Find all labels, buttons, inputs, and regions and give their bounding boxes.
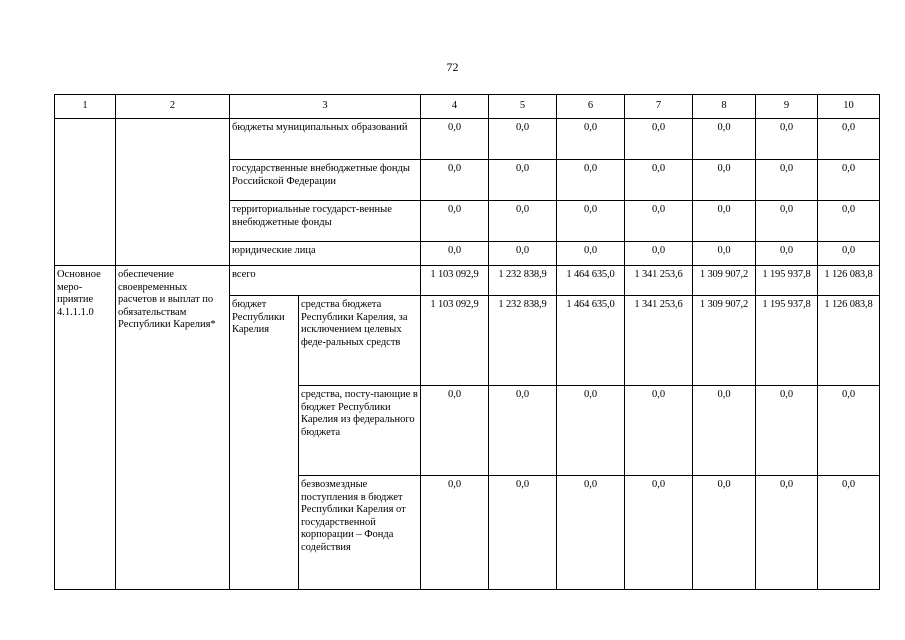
value-cell: 0,0 [421, 476, 489, 590]
total-label-cell: всего [230, 266, 421, 296]
value-cell: 1 341 253,6 [625, 296, 693, 386]
funding-subsource-cell: безвозмездные поступления в бюджет Республики Карелия от государственной корпорации – Фонда содействия [299, 476, 421, 590]
funding-source-cell: территориальные государст-венные внебюджетные фонды [230, 201, 421, 242]
value-cell: 0,0 [756, 119, 818, 160]
column-number: 4 [421, 95, 489, 119]
value-cell: 0,0 [693, 386, 756, 476]
empty-status-cell [55, 119, 116, 266]
empty-name-cell [116, 119, 230, 266]
value-cell: 1 464 635,0 [557, 296, 625, 386]
value-cell: 0,0 [557, 160, 625, 201]
column-number: 1 [55, 95, 116, 119]
value-cell: 1 464 635,0 [557, 266, 625, 296]
column-number: 3 [230, 95, 421, 119]
funding-source-cell: государственные внебюджетные фонды Российской Федерации [230, 160, 421, 201]
value-cell: 0,0 [557, 201, 625, 242]
value-cell: 0,0 [818, 119, 880, 160]
value-cell: 0,0 [818, 476, 880, 590]
budget-table [54, 94, 880, 590]
value-cell: 1 103 092,9 [421, 296, 489, 386]
value-cell: 0,0 [693, 119, 756, 160]
value-cell: 0,0 [625, 160, 693, 201]
value-cell: 0,0 [489, 201, 557, 242]
value-cell: 1 309 907,2 [693, 296, 756, 386]
value-cell: 0,0 [489, 386, 557, 476]
column-number-row [55, 95, 880, 119]
column-number: 6 [557, 95, 625, 119]
value-cell: 0,0 [625, 386, 693, 476]
column-number: 8 [693, 95, 756, 119]
value-cell: 0,0 [818, 160, 880, 201]
value-cell: 1 232 838,9 [489, 266, 557, 296]
column-number: 10 [818, 95, 880, 119]
column-number: 5 [489, 95, 557, 119]
value-cell: 1 195 937,8 [756, 296, 818, 386]
value-cell: 0,0 [756, 476, 818, 590]
value-cell: 0,0 [756, 386, 818, 476]
value-cell: 0,0 [557, 386, 625, 476]
value-cell: 0,0 [489, 119, 557, 160]
value-cell: 0,0 [818, 386, 880, 476]
value-cell: 0,0 [557, 476, 625, 590]
table-row [55, 119, 880, 160]
value-cell: 1 309 907,2 [693, 266, 756, 296]
value-cell: 0,0 [557, 119, 625, 160]
page-number: 72 [446, 60, 459, 74]
value-cell: 1 232 838,9 [489, 296, 557, 386]
funding-source-cell: бюджеты муниципальных образований [230, 119, 421, 160]
value-cell: 0,0 [625, 201, 693, 242]
measure-name-cell: обеспечение своевременных расчетов и выплат по обязательствам Республики Карелия* [116, 266, 230, 590]
table-row [55, 266, 880, 296]
column-number: 2 [116, 95, 230, 119]
value-cell: 1 103 092,9 [421, 266, 489, 296]
value-cell: 1 126 083,8 [818, 266, 880, 296]
value-cell: 0,0 [756, 201, 818, 242]
value-cell: 0,0 [693, 476, 756, 590]
value-cell: 0,0 [489, 476, 557, 590]
value-cell: 1 126 083,8 [818, 296, 880, 386]
value-cell: 0,0 [421, 201, 489, 242]
funding-source-cell: юридические лица [230, 242, 421, 266]
value-cell: 0,0 [421, 160, 489, 201]
value-cell: 0,0 [625, 119, 693, 160]
budget-label-cell: бюджет Республики Карелия [230, 296, 299, 590]
value-cell: 0,0 [625, 242, 693, 266]
value-cell: 0,0 [693, 160, 756, 201]
measure-status-cell: Основное меро-приятие 4.1.1.1.0 [55, 266, 116, 590]
value-cell: 1 341 253,6 [625, 266, 693, 296]
value-cell: 0,0 [489, 160, 557, 201]
value-cell: 0,0 [818, 242, 880, 266]
value-cell: 0,0 [693, 201, 756, 242]
value-cell: 0,0 [421, 242, 489, 266]
column-number: 7 [625, 95, 693, 119]
funding-subsource-cell: средства бюджета Республики Карелия, за исключением целевых феде-ральных средств [299, 296, 421, 386]
value-cell: 0,0 [489, 242, 557, 266]
value-cell: 0,0 [421, 386, 489, 476]
value-cell: 0,0 [421, 119, 489, 160]
value-cell: 0,0 [818, 201, 880, 242]
value-cell: 0,0 [756, 242, 818, 266]
column-number: 9 [756, 95, 818, 119]
value-cell: 0,0 [756, 160, 818, 201]
value-cell: 0,0 [557, 242, 625, 266]
value-cell: 0,0 [625, 476, 693, 590]
value-cell: 0,0 [693, 242, 756, 266]
value-cell: 1 195 937,8 [756, 266, 818, 296]
funding-subsource-cell: средства, посту-пающие в бюджет Республики Карелия из федерального бюджета [299, 386, 421, 476]
